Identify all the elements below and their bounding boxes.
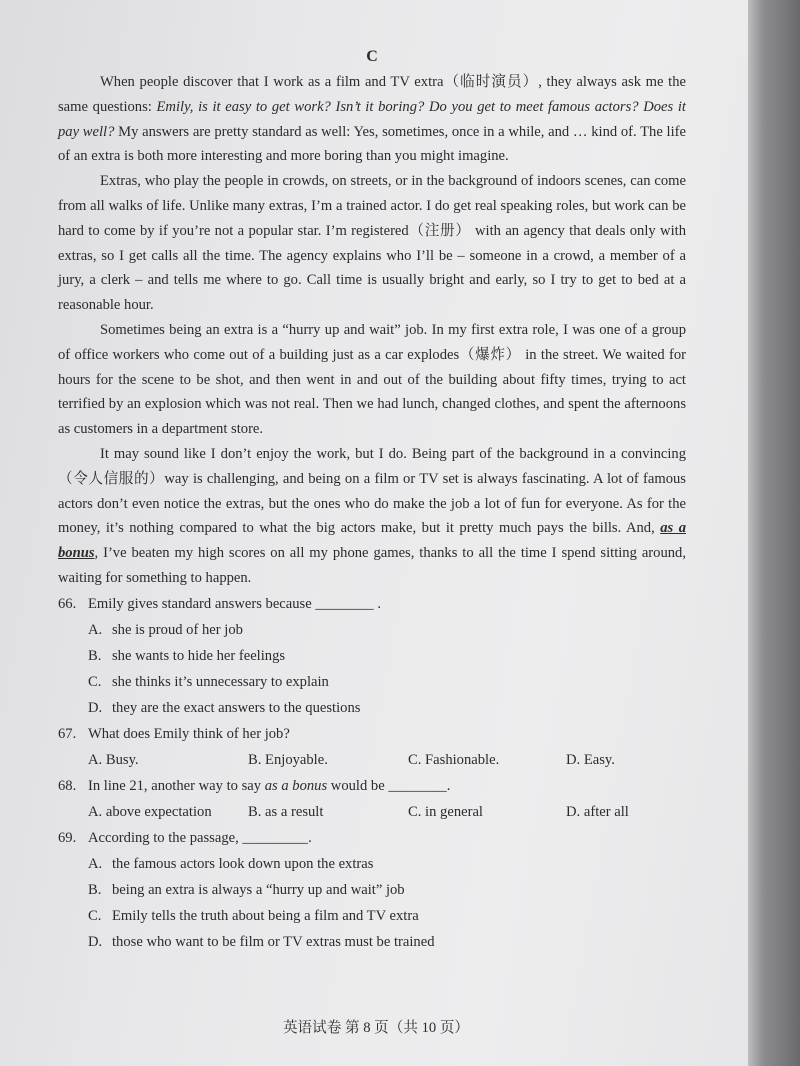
q68-option-d[interactable]: D. after all bbox=[566, 803, 629, 820]
question-66 bbox=[58, 591, 686, 617]
q66-option-b[interactable]: B. she wants to hide her feelings bbox=[88, 647, 286, 664]
q68-option-a[interactable]: A. above expectation bbox=[88, 803, 212, 820]
p1-italic-questions: Emily, is it easy to get work? Isn’t it boring? Do you get to meet famous actors? Does it pay well? bbox=[58, 98, 686, 140]
q67-option-c[interactable]: C. Fashionable. bbox=[408, 751, 500, 768]
p1-text-b: My answers are pretty standard as well: Yes, sometimes, once in a while, and … kind of. The life of an extra is both more interesting and more boring than you might imagine. bbox=[58, 123, 686, 165]
question-68: 68. In line 21, another way to say as a bonus would be ________. bbox=[58, 773, 686, 799]
p4-text-b: , I’ve beaten my high scores on all my phone games, thanks to all the time I spend sitting around, waiting for something to happen. bbox=[58, 545, 686, 586]
page-edge-shadow bbox=[748, 0, 800, 1066]
question-number: 68. bbox=[58, 777, 77, 794]
question-number: 69. bbox=[58, 829, 77, 846]
page-footer: 英语试卷 第 8 页（共 10 页） bbox=[282, 1020, 470, 1036]
q68-italic-phrase: as a bonus bbox=[264, 777, 328, 794]
q66-option-d[interactable]: D. they are the exact answers to the questions bbox=[88, 699, 361, 716]
q68-option-b[interactable]: B. as a result bbox=[248, 803, 324, 820]
q69-option-d[interactable]: D. those who want to be film or TV extras must be trained bbox=[88, 933, 435, 950]
p1-text-a: When people discover that I work as a film and TV extra（临时演员）, they always ask me the same questions: bbox=[58, 74, 686, 115]
page-content bbox=[58, 48, 686, 955]
paragraph-2: Extras, who play the people in crowds, on streets, or in the background of indoors scenes, can come from all walks of life. Unlike many extras, I’m a trained actor. I do get real speaking roles, but work can be hard to come by if you’re not a popular star. I’m registered（注册） with an agency that deals only with extras, so I get calls all the time. The agency explains who I’ll be – someone in a crowd, a member of a jury, a clerk – and tells me where to go. Call time is usually bright and early, so I try to get to bed at a reasonable hour. bbox=[58, 173, 686, 314]
q67-option-a[interactable]: A. Busy. bbox=[88, 751, 139, 768]
paragraph-3: Sometimes being an extra is a “hurry up and wait” job. In my first extra role, I was one of a group of office workers who come out of a building just as a car explodes（爆炸） in the street. We waited for hours for the scene to be shot, and then went in and out of the building about fifty times, trying to act terrified by an explosion which was not real. Then we had lunch, changed clothes, and spent the afternoons as customers in a department store. bbox=[58, 321, 686, 438]
q67-options-row bbox=[88, 747, 686, 773]
q66-option-a[interactable]: A. she is proud of her job bbox=[88, 621, 243, 638]
p4-text-a: It may sound like I don’t enjoy the work, but I do. Being part of the background in a convincing（令人信服的）way is challenging, and being on a film or TV set is always fascinating. A lot of famous actors don’t even notice the extras, but the ones who do make the job a lot of fun for everyone. As for the money, it’s nothing compared to what the big actors make, but it pretty much pays the bills. And, bbox=[58, 445, 686, 537]
question-number: 67. bbox=[58, 725, 77, 742]
section-title: C bbox=[366, 48, 378, 65]
q69-option-c[interactable]: C. Emily tells the truth about being a film and TV extra bbox=[88, 907, 419, 924]
question-text: Emily gives standard answers because ________ . bbox=[88, 595, 382, 612]
p4-bonus-phrase: as a bonus bbox=[58, 520, 687, 562]
q68-options-row bbox=[88, 799, 686, 825]
q69-option-a[interactable]: A. the famous actors look down upon the extras bbox=[88, 855, 374, 872]
q68-option-c[interactable]: C. in general bbox=[408, 803, 483, 820]
q66-option-c[interactable]: C. she thinks it’s unnecessary to explain bbox=[88, 673, 329, 690]
question-69 bbox=[58, 825, 686, 851]
question-number: 66. bbox=[58, 595, 77, 612]
paragraph-1 bbox=[58, 70, 686, 169]
paragraph-4 bbox=[58, 442, 686, 591]
q67-option-d[interactable]: D. Easy. bbox=[566, 751, 615, 768]
question-text: What does Emily think of her job? bbox=[88, 725, 290, 742]
question-text: According to the passage, _________. bbox=[88, 829, 312, 846]
q69-option-b[interactable]: B. being an extra is always a “hurry up and wait” job bbox=[88, 881, 405, 898]
q67-option-b[interactable]: B. Enjoyable. bbox=[248, 751, 328, 768]
question-67 bbox=[58, 721, 686, 747]
